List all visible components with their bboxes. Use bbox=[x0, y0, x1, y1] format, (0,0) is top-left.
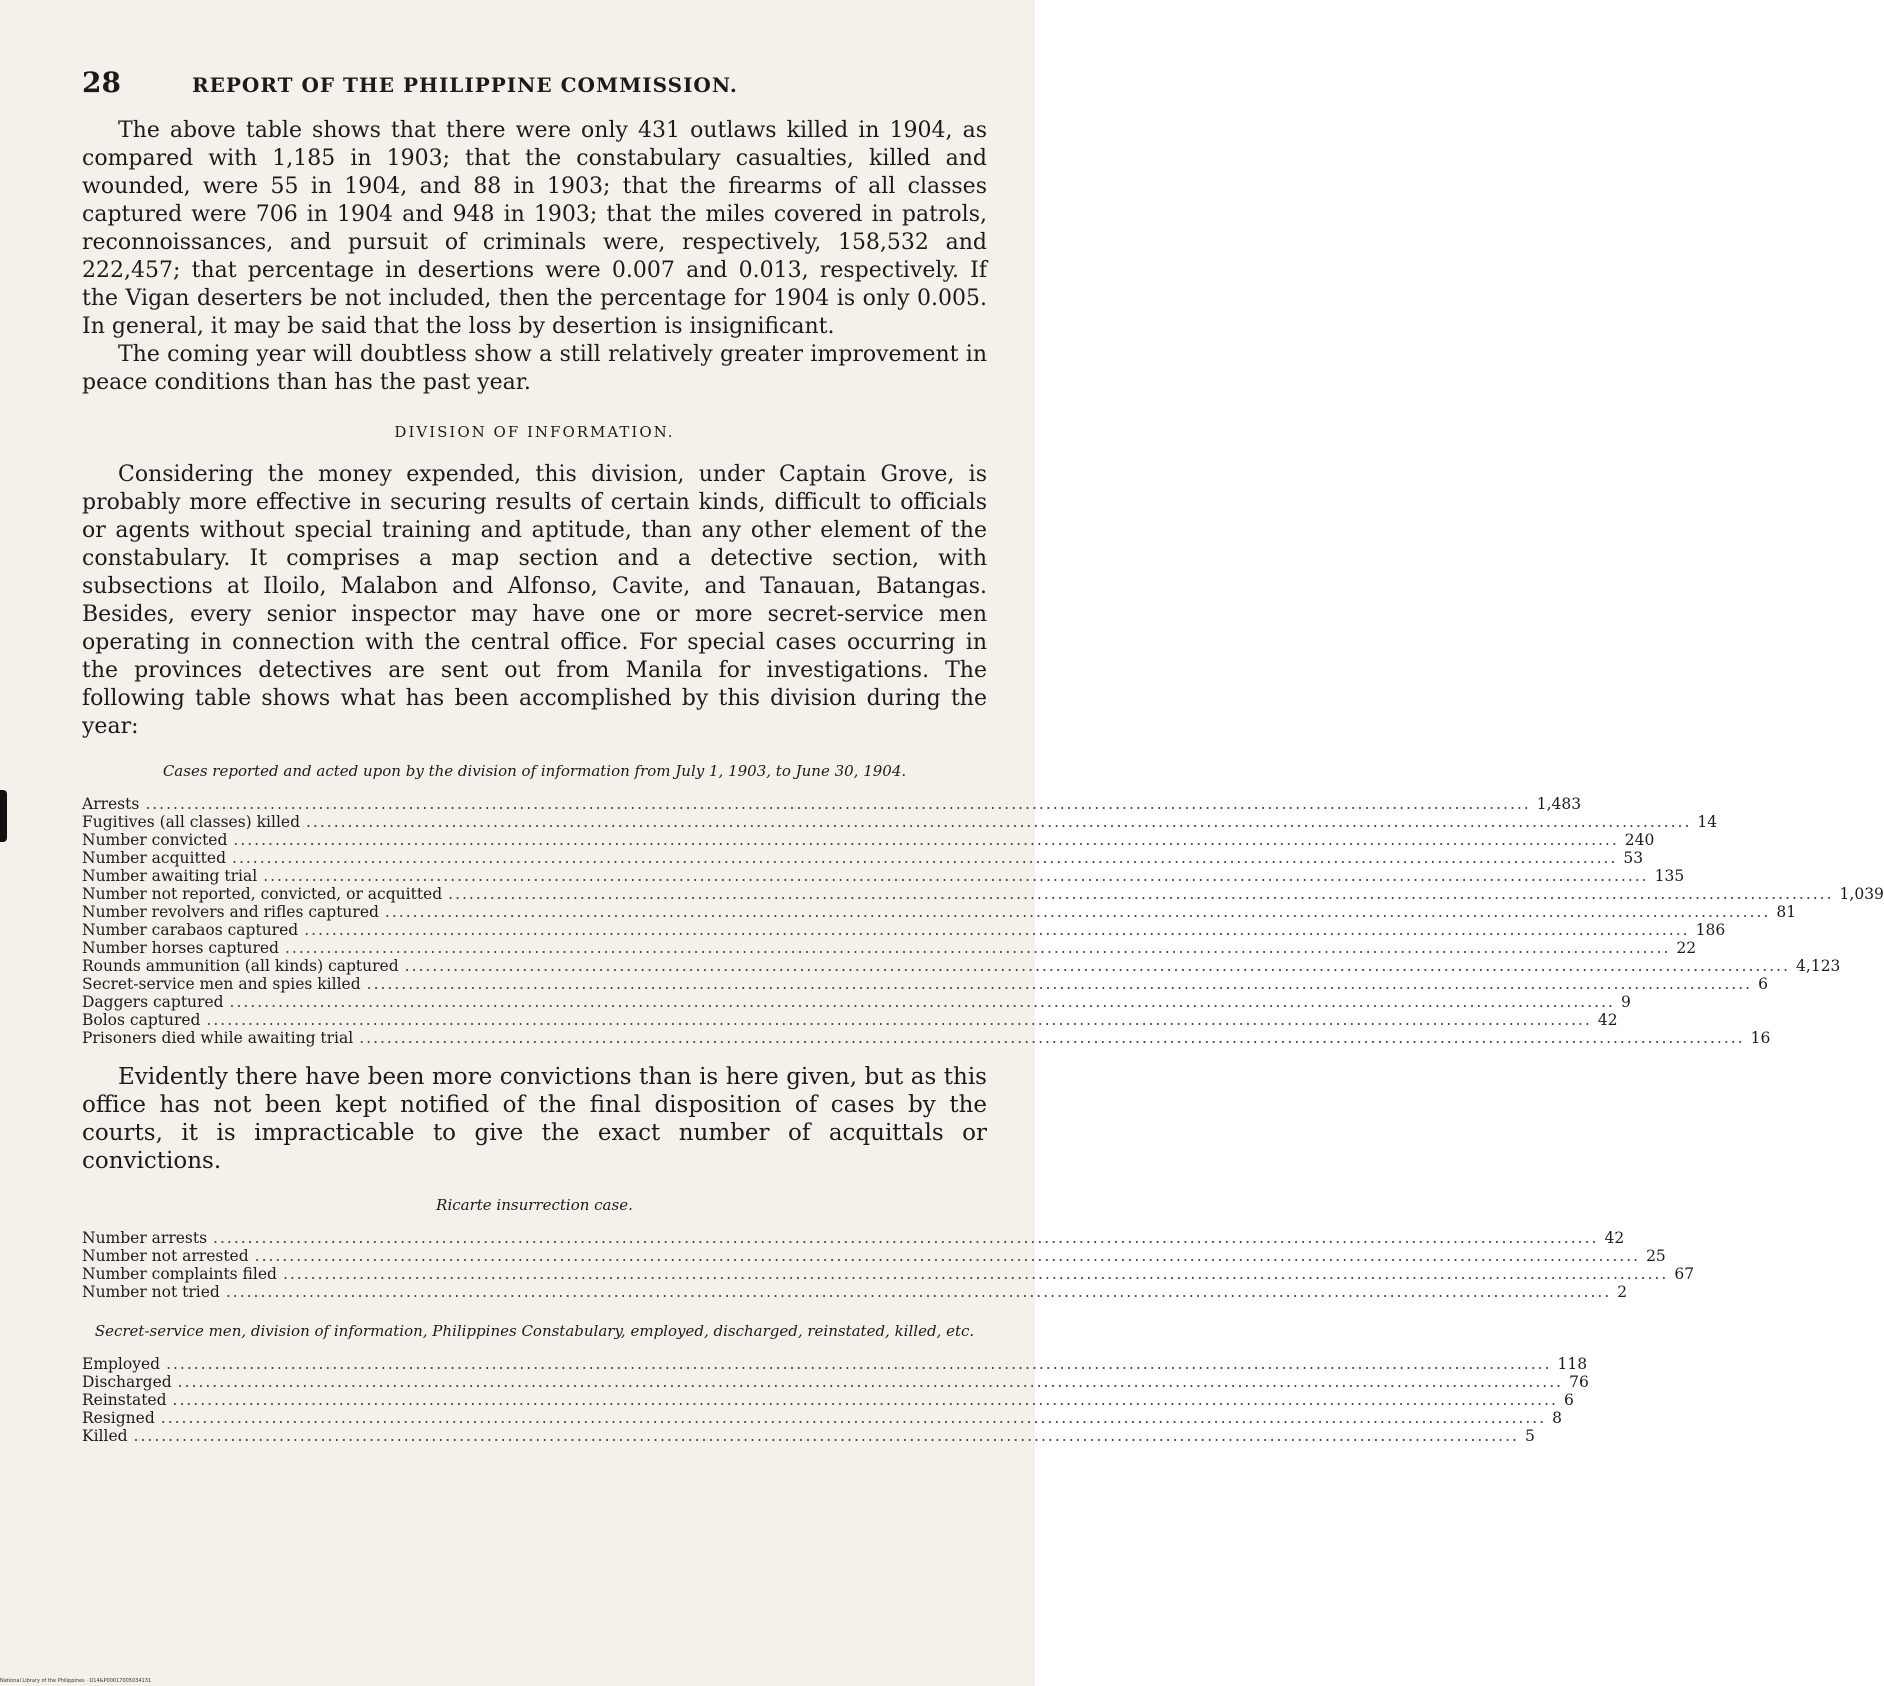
paragraph-convictions: Evidently there have been more convictions than is here given, but as this office has not been kept notified of the final disposition of cases by the courts, it is impracticable to give the exact number of acquittals or convictions. bbox=[82, 1064, 987, 1174]
row-value: 8 bbox=[1552, 1409, 1563, 1427]
table-row bbox=[82, 867, 1685, 885]
leader-dots: ........................................................................................................................................................................................................ bbox=[366, 975, 1753, 993]
table-row bbox=[82, 795, 1582, 813]
page-number: 28 bbox=[82, 66, 121, 99]
row-label: Number convicted bbox=[82, 831, 228, 849]
leader-dots: ........................................................................................................................................................................................................ bbox=[145, 795, 1531, 813]
secret-service-table bbox=[82, 1355, 1589, 1445]
table-row bbox=[82, 1247, 1666, 1265]
leader-dots: ........................................................................................................................................................................................................ bbox=[172, 1391, 1558, 1409]
paragraph-outlaw-statistics: The above table shows that there were only 431 outlaws killed in 1904, as compared with 1,185 in 1903; that the constabulary casualties, killed and wounded, were 55 in 1904, and 88 in 1903; that the firearms of all classes captured were 706 in 1904 and 948 in 1903; that the miles covered in patrols, reconnoissances, and pursuit of criminals were, respectively, 158,532 and 222,457; that percentage in desertions were 0.007 and 0.013, respectively. If the Vigan deserters be not included, then the percentage for 1904 is only 0.005. In general, it may be said that the loss by desertion is insignificant. bbox=[82, 118, 987, 339]
table-row bbox=[82, 921, 1726, 939]
section-heading: DIVISION OF INFORMATION. bbox=[394, 423, 675, 441]
row-value: 53 bbox=[1623, 849, 1644, 867]
table-caption-secret-service: Secret-service men, division of information, Philippines Constabulary, employed, discharged, reinstated, killed, etc. bbox=[94, 1322, 975, 1340]
leader-dots: ........................................................................................................................................................................................................ bbox=[225, 1283, 1612, 1301]
row-label: Number horses captured bbox=[82, 939, 279, 957]
table-row bbox=[82, 1391, 1574, 1409]
table-row bbox=[82, 1409, 1563, 1427]
row-value: 240 bbox=[1624, 831, 1655, 849]
leader-dots: ........................................................................................................................................................................................................ bbox=[177, 1373, 1564, 1391]
row-value: 76 bbox=[1569, 1373, 1589, 1391]
row-value: 16 bbox=[1750, 1029, 1771, 1047]
row-label: Number acquitted bbox=[82, 849, 227, 867]
row-value: 67 bbox=[1674, 1265, 1695, 1283]
row-label: Number awaiting trial bbox=[82, 867, 258, 885]
paragraph-coming-year: The coming year will doubtless show a still relatively greater improvement in peace conditions than has the past year. bbox=[82, 342, 987, 395]
row-label: Fugitives (all classes) killed bbox=[82, 813, 300, 831]
row-label: Number revolvers and rifles captured bbox=[82, 903, 379, 921]
leader-dots: ........................................................................................................................................................................................................ bbox=[263, 867, 1649, 885]
leader-dots: ........................................................................................................................................................................................................ bbox=[229, 993, 1615, 1011]
leader-dots: ........................................................................................................................................................................................................ bbox=[306, 813, 1692, 831]
scan-edge-mark bbox=[0, 790, 7, 842]
running-head: REPORT OF THE PHILIPPINE COMMISSION. bbox=[192, 73, 738, 97]
table-row bbox=[82, 849, 1644, 867]
page-header bbox=[82, 66, 987, 99]
row-value: 42 bbox=[1597, 1011, 1618, 1029]
table-caption-cases: Cases reported and acted upon by the division of information from July 1, 1903, to June 30, 1904. bbox=[162, 762, 907, 780]
row-label: Employed bbox=[82, 1355, 161, 1373]
row-label: Reinstated bbox=[82, 1391, 167, 1409]
row-label: Secret-service men and spies killed bbox=[82, 975, 361, 993]
table-caption-ricarte: Ricarte insurrection case. bbox=[436, 1196, 633, 1214]
leader-dots: ........................................................................................................................................................................................................ bbox=[304, 921, 1690, 939]
row-label: Rounds ammunition (all kinds) captured bbox=[82, 957, 399, 975]
table-row bbox=[82, 1265, 1695, 1283]
table-row bbox=[82, 975, 1768, 993]
row-value: 9 bbox=[1620, 993, 1631, 1011]
row-value: 5 bbox=[1524, 1427, 1535, 1445]
ricarte-table bbox=[82, 1229, 1695, 1301]
row-label: Discharged bbox=[82, 1373, 172, 1391]
row-value: 6 bbox=[1758, 975, 1768, 993]
row-value: 81 bbox=[1776, 903, 1797, 921]
row-value: 25 bbox=[1646, 1247, 1666, 1265]
row-label: Number not reported, convicted, or acquitted bbox=[82, 885, 443, 903]
leader-dots: ........................................................................................................................................................................................................ bbox=[232, 849, 1618, 867]
leader-dots: ........................................................................................................................................................................................................ bbox=[384, 903, 1771, 921]
row-value: 135 bbox=[1654, 867, 1685, 885]
row-value: 186 bbox=[1695, 921, 1726, 939]
table-row bbox=[82, 1029, 1771, 1047]
table-row bbox=[82, 1427, 1535, 1445]
table-row bbox=[82, 813, 1718, 831]
table-row bbox=[82, 1011, 1618, 1029]
paragraph-division-information: Considering the money expended, this division, under Captain Grove, is probably more effective in securing results of certain kinds, difficult to officials or agents without special training and aptitude, than any other element of the constabulary. It comprises a map section and a detective section, with subsections at Iloilo, Malabon and Alfonso, Cavite, and Tanauan, Batangas. Besides, every senior inspector may have one or more secret-service men operating in connection with the central office. For special cases occurring in the provinces detectives are sent out from Manila for investigations. The following table shows what has been accomplished by this division during the year: bbox=[82, 462, 987, 739]
leader-dots: ........................................................................................................................................................................................................ bbox=[133, 1427, 1519, 1445]
row-value: 1,483 bbox=[1536, 795, 1582, 813]
row-value: 4,123 bbox=[1796, 957, 1841, 975]
leader-dots: ........................................................................................................................................................................................................ bbox=[404, 957, 1791, 975]
table-row bbox=[82, 1373, 1589, 1391]
row-value: 2 bbox=[1617, 1283, 1628, 1301]
row-value: 118 bbox=[1557, 1355, 1588, 1373]
row-value: 1,039 bbox=[1839, 885, 1884, 903]
table-row bbox=[82, 1355, 1588, 1373]
row-label: Killed bbox=[82, 1427, 128, 1445]
leader-dots: ........................................................................................................................................................................................................ bbox=[359, 1029, 1745, 1047]
row-value: 42 bbox=[1604, 1229, 1625, 1247]
leader-dots: ........................................................................................................................................................................................................ bbox=[282, 1265, 1669, 1283]
table-row bbox=[82, 831, 1655, 849]
leader-dots: ........................................................................................................................................................................................................ bbox=[160, 1409, 1547, 1427]
leader-dots: ........................................................................................................................................................................................................ bbox=[206, 1011, 1592, 1029]
row-label: Number arrests bbox=[82, 1229, 208, 1247]
row-label: Arrests bbox=[82, 795, 140, 813]
table-row bbox=[82, 1229, 1625, 1247]
row-value: 14 bbox=[1697, 813, 1718, 831]
table-row bbox=[82, 957, 1841, 975]
leader-dots: ........................................................................................................................................................................................................ bbox=[166, 1355, 1552, 1373]
leader-dots: ........................................................................................................................................................................................................ bbox=[233, 831, 1619, 849]
row-label: Bolos captured bbox=[82, 1011, 201, 1029]
row-value: 22 bbox=[1676, 939, 1697, 957]
leader-dots: ........................................................................................................................................................................................................ bbox=[448, 885, 1834, 903]
leader-dots: ........................................................................................................................................................................................................ bbox=[213, 1229, 1599, 1247]
row-label: Daggers captured bbox=[82, 993, 224, 1011]
row-label: Resigned bbox=[82, 1409, 155, 1427]
table-row bbox=[82, 1283, 1628, 1301]
row-label: Number not arrested bbox=[82, 1247, 249, 1265]
row-label: Number complaints filed bbox=[82, 1265, 277, 1283]
table-row bbox=[82, 993, 1631, 1011]
row-label: Prisoners died while awaiting trial bbox=[82, 1029, 354, 1047]
table-row bbox=[82, 885, 1884, 903]
cases-table bbox=[82, 795, 1884, 1047]
scan-source-footer: National Library of the Philippines · D14&P00017005034131 bbox=[0, 1678, 152, 1684]
table-row bbox=[82, 903, 1797, 921]
table-row bbox=[82, 939, 1697, 957]
leader-dots: ........................................................................................................................................................................................................ bbox=[254, 1247, 1641, 1265]
row-label: Number not tried bbox=[82, 1283, 220, 1301]
row-label: Number carabaos captured bbox=[82, 921, 299, 939]
leader-dots: ........................................................................................................................................................................................................ bbox=[284, 939, 1671, 957]
row-value: 6 bbox=[1563, 1391, 1574, 1409]
